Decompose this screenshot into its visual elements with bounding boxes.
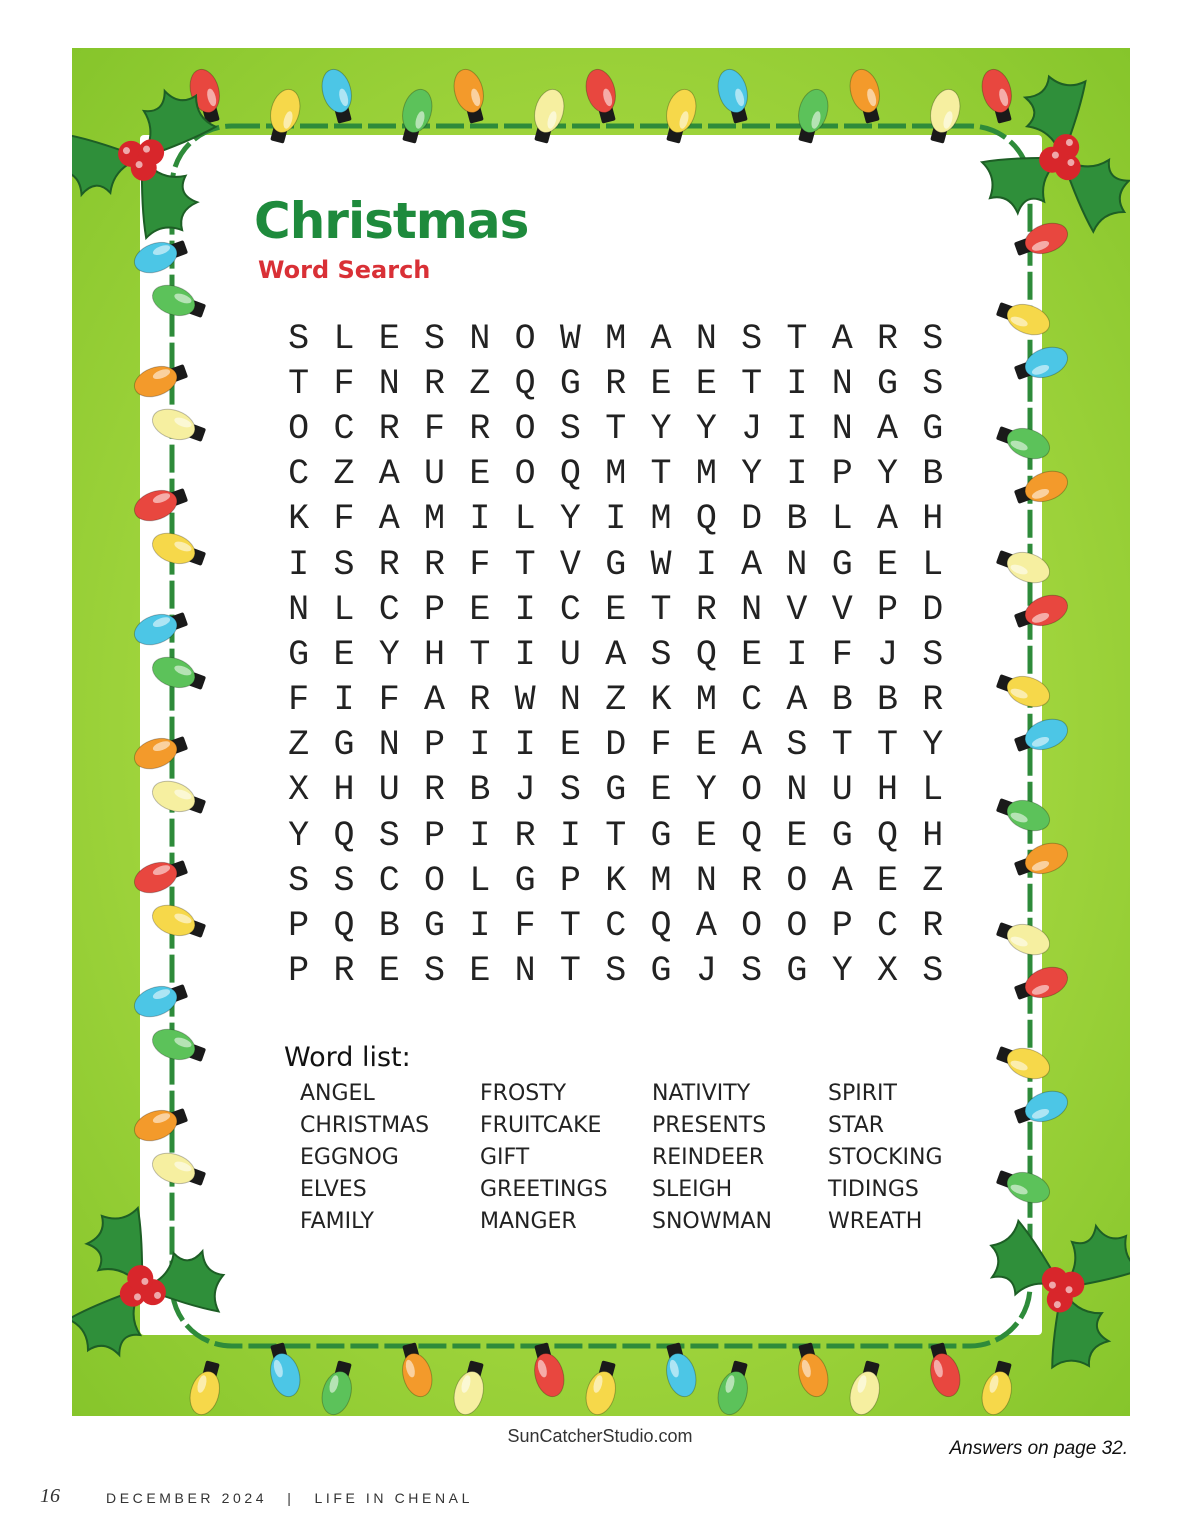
grid-letter: E [877, 860, 899, 901]
word-item: MANGER [480, 1209, 577, 1234]
grid-letter: L [333, 589, 355, 630]
grid-letter: R [424, 544, 446, 585]
grid-letter: Q [695, 499, 717, 540]
grid-letter: U [559, 634, 581, 675]
grid-letter: T [288, 363, 310, 404]
grid-letter: W [650, 544, 672, 585]
grid-letter: I [786, 363, 808, 404]
grid-letter: I [469, 906, 491, 947]
grid-letter: F [333, 499, 355, 540]
grid-letter: Y [288, 815, 310, 856]
grid-letter: P [831, 906, 853, 947]
grid-letter: A [378, 499, 400, 540]
grid-letter: O [514, 408, 536, 449]
grid-letter: Q [741, 815, 763, 856]
grid-letter: S [424, 951, 446, 992]
grid-letter: P [424, 589, 446, 630]
word-item: TIDINGS [828, 1177, 919, 1202]
grid-letter: E [605, 589, 627, 630]
grid-letter: Y [922, 725, 944, 766]
grid-letter: T [605, 815, 627, 856]
grid-letter: E [469, 589, 491, 630]
word-item: WREATH [828, 1209, 923, 1234]
grid-letter: T [741, 363, 763, 404]
grid-letter: T [559, 906, 581, 947]
word-item: GIFT [480, 1145, 530, 1170]
grid-letter: F [831, 634, 853, 675]
grid-letter: F [514, 906, 536, 947]
grid-letter: W [559, 318, 581, 359]
grid-letter: E [877, 544, 899, 585]
grid-letter: Q [333, 815, 355, 856]
grid-letter: V [559, 544, 581, 585]
grid-letter: B [877, 680, 899, 721]
grid-letter: H [333, 770, 355, 811]
grid-letter: H [877, 770, 899, 811]
grid-letter: R [424, 770, 446, 811]
grid-letter: N [378, 725, 400, 766]
grid-letter: T [650, 454, 672, 495]
grid-letter: O [786, 860, 808, 901]
grid-letter: S [786, 725, 808, 766]
grid-letter: X [877, 951, 899, 992]
grid-letter: L [831, 499, 853, 540]
grid-letter: E [333, 634, 355, 675]
grid-letter: E [378, 951, 400, 992]
grid-letter: R [695, 589, 717, 630]
grid-letter: E [559, 725, 581, 766]
grid-letter: I [605, 499, 627, 540]
grid-letter: Z [922, 860, 944, 901]
word-column [300, 1078, 429, 1238]
grid-letter: K [650, 680, 672, 721]
grid-letter: E [469, 454, 491, 495]
grid-letter: E [695, 815, 717, 856]
grid-letter: G [605, 770, 627, 811]
grid-letter: I [288, 544, 310, 585]
grid-letter: T [559, 951, 581, 992]
word-item: FRUITCAKE [480, 1113, 602, 1138]
grid-letter: M [424, 499, 446, 540]
grid-letter: Z [605, 680, 627, 721]
grid-letter: S [741, 951, 763, 992]
grid-letter: F [333, 363, 355, 404]
grid-letter: V [831, 589, 853, 630]
grid-letter: K [288, 499, 310, 540]
grid-letter: N [831, 363, 853, 404]
grid-letter: Y [559, 499, 581, 540]
page-footer [106, 1490, 473, 1506]
grid-letter: W [514, 680, 536, 721]
grid-letter: F [424, 408, 446, 449]
grid-letter: M [695, 454, 717, 495]
grid-letter: N [831, 408, 853, 449]
grid-letter: G [650, 951, 672, 992]
grid-letter: G [831, 544, 853, 585]
word-item: EGGNOG [300, 1145, 399, 1170]
grid-letter: S [333, 544, 355, 585]
grid-letter: I [333, 680, 355, 721]
word-item: STOCKING [828, 1145, 943, 1170]
grid-letter: L [922, 544, 944, 585]
grid-letter: R [922, 680, 944, 721]
grid-letter: E [469, 951, 491, 992]
grid-letter: J [514, 770, 536, 811]
grid-letter: N [695, 318, 717, 359]
grid-letter: S [922, 363, 944, 404]
grid-letter: N [559, 680, 581, 721]
footer-separator: | [287, 1490, 295, 1506]
grid-letter: Y [650, 408, 672, 449]
grid-letter: Z [288, 725, 310, 766]
grid-letter: S [650, 634, 672, 675]
grid-letter: A [831, 318, 853, 359]
word-item: STAR [828, 1113, 885, 1138]
grid-letter: G [831, 815, 853, 856]
word-item: GREETINGS [480, 1177, 608, 1202]
word-item: SLEIGH [652, 1177, 733, 1202]
grid-letter: A [378, 454, 400, 495]
grid-letter: S [378, 815, 400, 856]
grid-letter: G [922, 408, 944, 449]
grid-letter: Y [741, 454, 763, 495]
grid-letter: J [877, 634, 899, 675]
grid-letter: U [378, 770, 400, 811]
grid-letter: E [650, 363, 672, 404]
grid-letter: P [831, 454, 853, 495]
grid-letter: Y [831, 951, 853, 992]
grid-letter: Q [695, 634, 717, 675]
word-item: FROSTY [480, 1081, 567, 1106]
issue-date: DECEMBER 2024 [106, 1490, 268, 1506]
grid-letter: N [378, 363, 400, 404]
grid-letter: X [288, 770, 310, 811]
grid-letter: Q [514, 363, 536, 404]
grid-letter: D [922, 589, 944, 630]
grid-letter: I [559, 815, 581, 856]
grid-letter: R [469, 680, 491, 721]
grid-letter: I [786, 408, 808, 449]
grid-letter: S [741, 318, 763, 359]
grid-letter: T [605, 408, 627, 449]
grid-letter: Q [333, 906, 355, 947]
grid-letter: S [333, 860, 355, 901]
word-item: SNOWMAN [652, 1209, 772, 1234]
magazine-name: LIFE IN CHENAL [314, 1490, 473, 1506]
grid-letter: M [650, 499, 672, 540]
grid-letter: R [922, 906, 944, 947]
grid-letter: T [469, 634, 491, 675]
grid-letter: B [378, 906, 400, 947]
grid-letter: U [424, 454, 446, 495]
grid-letter: I [469, 725, 491, 766]
grid-letter: R [424, 363, 446, 404]
grid-letter: P [288, 906, 310, 947]
word-column [480, 1078, 608, 1238]
grid-letter: P [877, 589, 899, 630]
grid-letter: S [559, 770, 581, 811]
grid-letter: T [831, 725, 853, 766]
grid-letter: Y [695, 770, 717, 811]
grid-letter: I [469, 815, 491, 856]
grid-letter: Q [650, 906, 672, 947]
grid-letter: C [378, 860, 400, 901]
grid-letter: B [922, 454, 944, 495]
grid-letter: G [514, 860, 536, 901]
grid-letter: N [695, 860, 717, 901]
grid-letter: E [786, 815, 808, 856]
grid-letter: Z [333, 454, 355, 495]
grid-letter: R [378, 544, 400, 585]
grid-letter: C [741, 680, 763, 721]
grid-letter: R [605, 363, 627, 404]
grid-letter: J [695, 951, 717, 992]
grid-letter: F [378, 680, 400, 721]
grid-letter: P [424, 815, 446, 856]
grid-letter: M [605, 318, 627, 359]
grid-letter: A [741, 725, 763, 766]
grid-letter: O [424, 860, 446, 901]
grid-letter: S [559, 408, 581, 449]
grid-letter: C [605, 906, 627, 947]
grid-letter: C [288, 454, 310, 495]
grid-letter: L [514, 499, 536, 540]
grid-letter: A [695, 906, 717, 947]
grid-letter: J [741, 408, 763, 449]
grid-letter: S [288, 318, 310, 359]
grid-letter: S [605, 951, 627, 992]
grid-letter: Z [469, 363, 491, 404]
grid-letter: F [650, 725, 672, 766]
site-credit: SunCatcherStudio.com [507, 1426, 693, 1446]
grid-letter: G [559, 363, 581, 404]
grid-letter: E [741, 634, 763, 675]
grid-letter: N [469, 318, 491, 359]
grid-letter: L [922, 770, 944, 811]
grid-letter: F [469, 544, 491, 585]
grid-letter: K [605, 860, 627, 901]
grid-letter: R [469, 408, 491, 449]
grid-letter: P [424, 725, 446, 766]
grid-letter: E [695, 363, 717, 404]
grid-letter: A [650, 318, 672, 359]
word-item: NATIVITY [652, 1081, 751, 1106]
grid-letter: C [559, 589, 581, 630]
grid-letter: I [786, 634, 808, 675]
grid-letter: N [288, 589, 310, 630]
grid-letter: A [424, 680, 446, 721]
grid-letter: G [333, 725, 355, 766]
grid-letter: G [288, 634, 310, 675]
grid-letter: Q [877, 815, 899, 856]
grid-letter: L [469, 860, 491, 901]
grid-letter: O [741, 906, 763, 947]
grid-letter: S [424, 318, 446, 359]
word-item: ANGEL [300, 1081, 375, 1106]
grid-letter: A [877, 499, 899, 540]
page-number: 16 [40, 1485, 60, 1507]
grid-letter: I [514, 589, 536, 630]
puzzle-subtitle: Word Search [258, 256, 431, 284]
grid-letter: I [695, 544, 717, 585]
grid-letter: A [741, 544, 763, 585]
grid-letter: Y [378, 634, 400, 675]
grid-letter: P [559, 860, 581, 901]
word-list-label: Word list: [284, 1042, 411, 1073]
grid-letter: R [877, 318, 899, 359]
grid-letter: T [877, 725, 899, 766]
grid-letter: T [786, 318, 808, 359]
grid-letter: B [831, 680, 853, 721]
word-item: FAMILY [300, 1209, 374, 1234]
grid-letter: A [831, 860, 853, 901]
word-column [652, 1078, 772, 1238]
grid-letter: E [695, 725, 717, 766]
grid-letter: H [922, 499, 944, 540]
grid-letter: S [922, 951, 944, 992]
grid-letter: R [333, 951, 355, 992]
grid-letter: M [650, 860, 672, 901]
grid-letter: O [514, 454, 536, 495]
grid-letter: T [650, 589, 672, 630]
grid-letter: B [469, 770, 491, 811]
grid-letter: G [877, 363, 899, 404]
grid-letter: R [514, 815, 536, 856]
grid-letter: S [922, 318, 944, 359]
word-item: PRESENTS [652, 1113, 767, 1138]
grid-letter: I [514, 634, 536, 675]
grid-letter: S [288, 860, 310, 901]
grid-letter: O [288, 408, 310, 449]
grid-letter: B [786, 499, 808, 540]
grid-letter: O [786, 906, 808, 947]
grid-letter: M [605, 454, 627, 495]
grid-letter: C [877, 906, 899, 947]
grid-letter: A [877, 408, 899, 449]
grid-letter: G [650, 815, 672, 856]
puzzle-title: Christmas [254, 192, 529, 250]
grid-letter: O [514, 318, 536, 359]
grid-letter: O [741, 770, 763, 811]
word-item: CHRISTMAS [300, 1113, 430, 1138]
grid-letter: G [424, 906, 446, 947]
grid-letter: M [695, 680, 717, 721]
grid-letter: I [786, 454, 808, 495]
grid-letter: U [831, 770, 853, 811]
word-item: ELVES [300, 1177, 367, 1202]
grid-letter: A [786, 680, 808, 721]
word-item: SPIRIT [828, 1081, 897, 1106]
grid-letter: S [922, 634, 944, 675]
grid-letter: Q [559, 454, 581, 495]
word-column [828, 1078, 943, 1238]
grid-letter: C [378, 589, 400, 630]
grid-letter: G [786, 951, 808, 992]
grid-letter: N [786, 770, 808, 811]
grid-letter: N [741, 589, 763, 630]
answers-note: Answers on page 32. [949, 1438, 1128, 1459]
grid-letter: C [333, 408, 355, 449]
grid-letter: F [288, 680, 310, 721]
grid-letter: R [741, 860, 763, 901]
grid-letter: Y [877, 454, 899, 495]
grid-letter: D [605, 725, 627, 766]
grid-letter: R [378, 408, 400, 449]
grid-letter: G [605, 544, 627, 585]
word-list [300, 1078, 980, 1248]
grid-letter: P [288, 951, 310, 992]
grid-letter: N [514, 951, 536, 992]
grid-letter: A [605, 634, 627, 675]
letter-grid [276, 316, 956, 994]
grid-letter: L [333, 318, 355, 359]
grid-letter: H [922, 815, 944, 856]
grid-letter: Y [695, 408, 717, 449]
grid-letter: I [514, 725, 536, 766]
grid-letter: I [469, 499, 491, 540]
grid-letter: E [378, 318, 400, 359]
grid-letter: D [741, 499, 763, 540]
grid-letter: V [786, 589, 808, 630]
grid-letter: E [650, 770, 672, 811]
grid-letter: T [514, 544, 536, 585]
grid-letter: N [786, 544, 808, 585]
grid-letter: H [424, 634, 446, 675]
word-item: REINDEER [652, 1145, 765, 1170]
